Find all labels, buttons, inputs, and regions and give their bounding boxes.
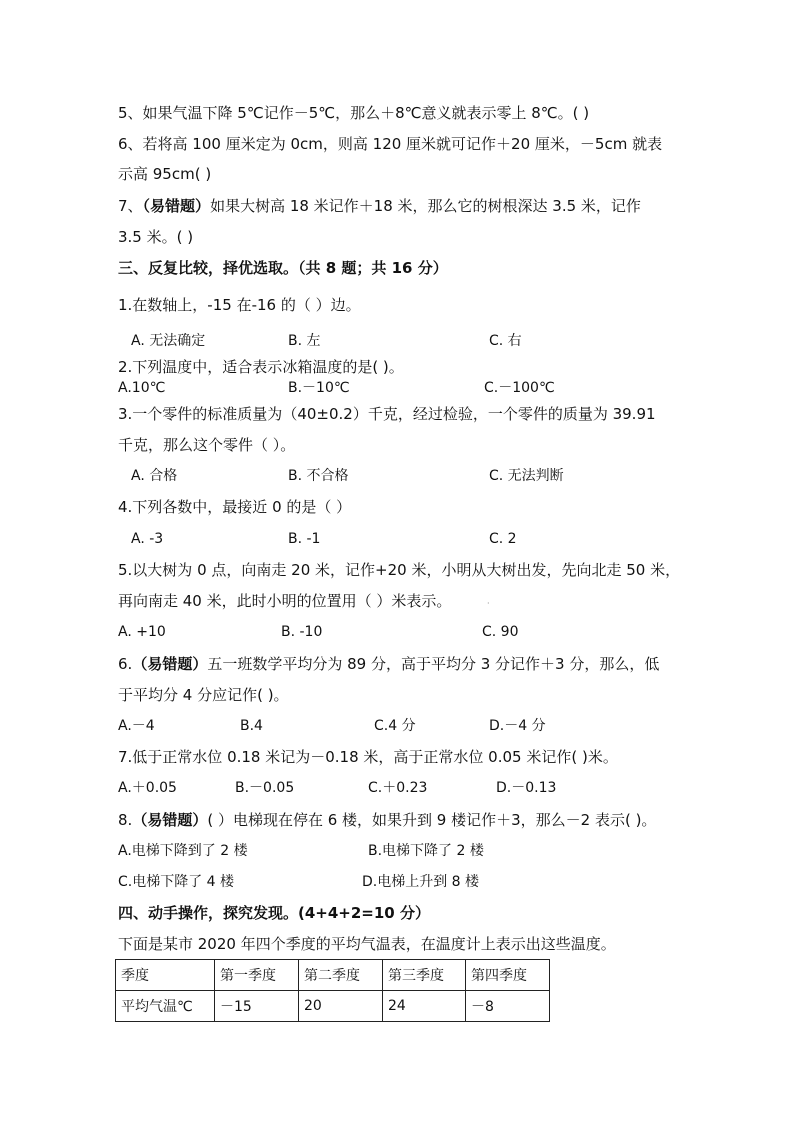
error-prone-tag: （易错题） — [142, 197, 211, 215]
q8-option-d: D.电梯上升到 8 楼 — [362, 874, 480, 890]
tf-question-7-line2: 3.5 米。( ) — [118, 228, 194, 246]
temperature-table — [115, 959, 550, 1022]
q5-option-b: B. -10 — [281, 624, 323, 640]
mc-question-3-line1: 3.一个零件的标准质量为（40±0.2）千克，经过检验，一个零件的质量为 39.91 — [118, 405, 656, 423]
question-text: 五一班数学平均分为 89 分，高于平均分 3 分记作＋3 分，那么，低 — [207, 655, 660, 673]
mc-question-4: 4.下列各数中，最接近 0 的是（ ） — [118, 498, 352, 516]
mc-question-8 — [118, 810, 656, 830]
q5-option-c: C. 90 — [482, 624, 519, 640]
stray-mark: · — [487, 599, 490, 608]
table-cell: －8 — [466, 991, 550, 1022]
q2-option-c: C.－100℃ — [484, 380, 555, 396]
mc-question-6-line1 — [118, 654, 659, 674]
section-4-intro: 下面是某市 2020 年四个季度的平均气温表，在温度计上表示出这些温度。 — [118, 935, 616, 953]
question-number: 8. — [118, 811, 133, 829]
q1-option-c: C. 右 — [489, 333, 522, 349]
q7-option-c: C.＋0.23 — [368, 780, 428, 796]
q3-option-a: A. 合格 — [131, 468, 178, 484]
table-cell: 20 — [299, 991, 383, 1022]
tf-question-6-line1: 6、若将高 100 厘米定为 0cm，则高 120 厘米就可记作＋20 厘米，－5cm 就表 — [118, 135, 663, 153]
tf-question-7-line1 — [118, 196, 641, 216]
q6-option-a: A.－4 — [118, 718, 155, 734]
q1-option-a: A. 无法确定 — [131, 333, 206, 349]
mc-question-2: 2.下列温度中，适合表示冰箱温度的是( )。 — [118, 358, 404, 376]
mc-question-7: 7.低于正常水位 0.18 米记为－0.18 米，高于正常水位 0.05 米记作( )米。 — [118, 748, 618, 766]
q2-option-a: A.10℃ — [118, 380, 166, 396]
q7-option-a: A.＋0.05 — [118, 780, 177, 796]
table-cell: 季度 — [116, 960, 215, 991]
question-text: 如果大树高 18 米记作＋18 米，那么它的树根深达 3.5 米，记作 — [210, 197, 641, 215]
q2-option-b: B.－10℃ — [288, 380, 350, 396]
q6-option-c: C.4 分 — [374, 718, 416, 734]
table-cell: 24 — [383, 991, 466, 1022]
mc-question-5-line1: 5.以大树为 0 点，向南走 20 米，记作+20 米，小明从大树出发，先向北走 50 米， — [118, 561, 681, 579]
tf-question-5: 5、如果气温下降 5℃记作－5℃，那么＋8℃意义就表示零上 8℃。( ) — [118, 104, 590, 122]
mc-question-5-line2: 再向南走 40 米，此时小明的位置用（ ）米表示。 — [118, 592, 452, 610]
q8-option-b: B.电梯下降了 2 楼 — [368, 843, 484, 859]
question-number: 7、 — [118, 197, 143, 215]
table-cell: 第四季度 — [466, 960, 550, 991]
table-cell: 平均气温℃ — [116, 991, 215, 1022]
q8-option-a: A.电梯下降到了 2 楼 — [118, 843, 248, 859]
table-row — [116, 991, 550, 1022]
table-cell: 第一季度 — [215, 960, 299, 991]
error-prone-tag: （易错题） — [132, 655, 208, 673]
q4-option-a: A. -3 — [131, 531, 164, 547]
error-prone-tag: （易错题） — [132, 811, 208, 829]
mc-question-3-line2: 千克，那么这个零件（ ）。 — [118, 436, 296, 454]
q6-option-b: B.4 — [240, 718, 263, 734]
section-4-heading: 四、动手操作，探究发现。(4+4+2=10 分） — [118, 904, 430, 922]
table-cell: 第三季度 — [383, 960, 466, 991]
mc-question-1: 1.在数轴上，-15 在-16 的（ ）边。 — [118, 296, 361, 314]
q7-option-d: D.－0.13 — [496, 780, 557, 796]
q8-option-c: C.电梯下降了 4 楼 — [118, 874, 235, 890]
q1-option-b: B. 左 — [288, 333, 321, 349]
q4-option-b: B. -1 — [288, 531, 321, 547]
table-header-row — [116, 960, 550, 991]
q7-option-b: B.－0.05 — [235, 780, 295, 796]
table-cell: 第二季度 — [299, 960, 383, 991]
tf-question-6-line2: 示高 95cm( ) — [118, 165, 212, 183]
q5-option-a: A. +10 — [118, 624, 166, 640]
question-number: 6. — [118, 655, 133, 673]
section-3-heading: 三、反复比较，择优选取。（共 8 题；共 16 分） — [118, 259, 448, 277]
question-text: ( ）电梯现在停在 6 楼，如果升到 9 楼记作＋3，那么－2 表示( )。 — [207, 811, 657, 829]
q6-option-d: D.－4 分 — [489, 718, 546, 734]
q3-option-b: B. 不合格 — [288, 468, 349, 484]
table-cell: －15 — [215, 991, 299, 1022]
mc-question-6-line2: 于平均分 4 分应记作( )。 — [118, 686, 289, 704]
q4-option-c: C. 2 — [489, 531, 517, 547]
q3-option-c: C. 无法判断 — [489, 468, 564, 484]
